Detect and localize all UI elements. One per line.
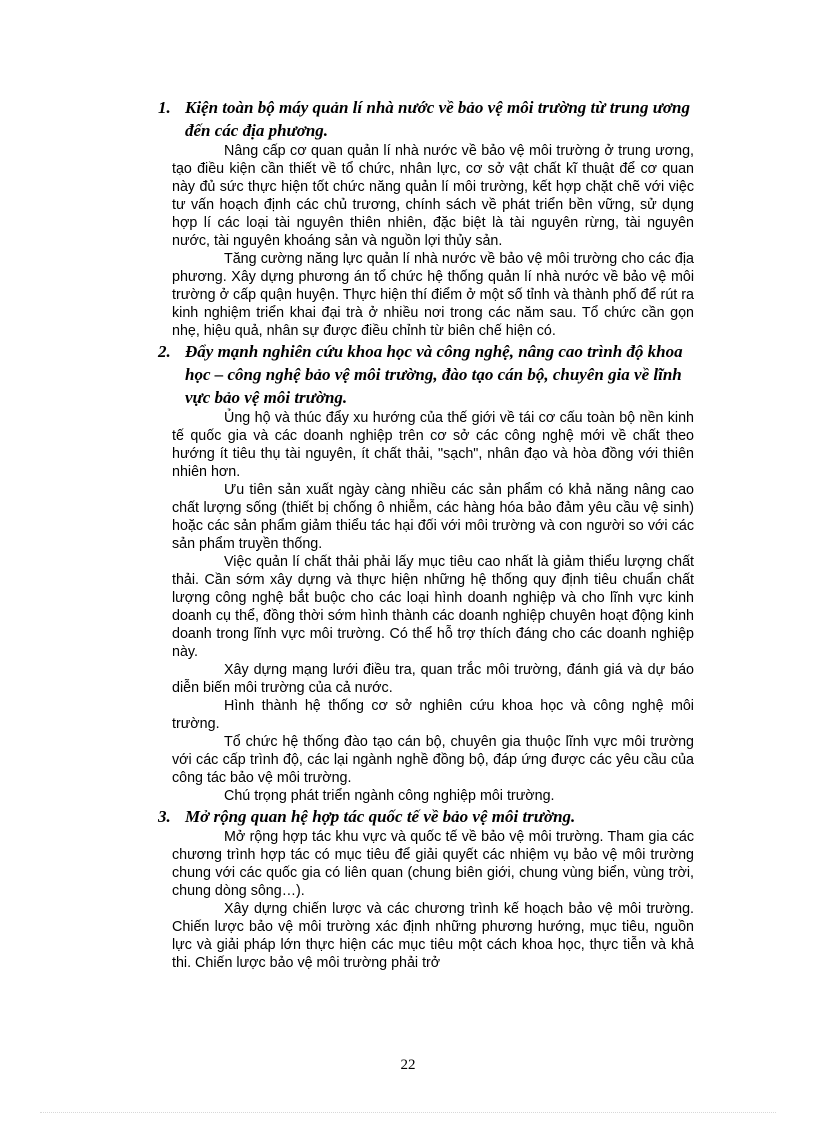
page-bottom-divider	[40, 1112, 776, 1113]
paragraph: Tổ chức hệ thống đào tạo cán bộ, chuyên gia thuộc lĩnh vực môi trường với các cấp trình độ, các lại ngành nghề đồng bộ, đáp ứng được các yêu cầu của công tác bảo vệ môi trường.	[172, 734, 694, 786]
paragraph: Xây dựng chiến lược và các chương trình kế hoạch bảo vệ môi trường. Chiến lược bảo vệ môi trường xác định những phương hướng, mục tiêu, nguồn lực và giải pháp lớn thực hiện các mục tiêu một cách khoa học, thực tiễn và khả thi. Chiến lược bảo vệ môi trường phải trở	[172, 901, 694, 971]
section-number: 2.	[158, 342, 171, 361]
section-number: 3.	[158, 807, 171, 826]
section-title: Đẩy mạnh nghiên cứu khoa học và công nghệ, nâng cao trình độ khoa học – công nghệ bảo vệ môi trường, đào tạo cán bộ, chuyên gia về lĩnh vực bảo vệ môi trường.	[185, 342, 683, 407]
section-3-heading	[158, 805, 694, 828]
paragraph: Xây dựng mạng lưới điều tra, quan trắc môi trường, đánh giá và dự báo diễn biến môi trường của cả nước.	[172, 662, 694, 696]
paragraph: Việc quản lí chất thải phải lấy mục tiêu cao nhất là giảm thiểu lượng chất thải. Cần sớm xây dựng và thực hiện những hệ thống quy định tiêu chuẩn chất lượng công nghệ bắt buộc cho các loại hình doanh nghiệp và cho lĩnh vực kinh doanh cụ thể, đồng thời sớm hình thành các doanh nghiệp chuyên hoạt động kinh doanh trong lĩnh vực môi trường. Có thể hỗ trợ thích đáng cho các doanh nghiệp này.	[172, 554, 694, 660]
paragraph: Mở rộng hợp tác khu vực và quốc tế về bảo vệ môi trường. Tham gia các chương trình hợp tác có mục tiêu để giải quyết các nhiệm vụ bảo vệ môi trường chung với các quốc gia có liên quan (chung biên giới, chung vùng biển, vùng trời, chung dòng sông…).	[172, 829, 694, 899]
section-title: Kiện toàn bộ máy quản lí nhà nước về bảo vệ môi trường từ trung ương đến các địa phương.	[185, 98, 690, 140]
paragraph: Ủng hộ và thúc đẩy xu hướng của thế giới về tái cơ cấu toàn bộ nền kinh tế quốc gia và các doanh nghiệp trên cơ sở các công nghệ mới về chất theo hướng ít tiêu thụ tài nguyên, ít chất thải, "sạch", nhân đạo và hòa đồng với thiên nhiên hơn.	[172, 410, 694, 480]
section-1-heading	[158, 96, 694, 142]
page-number: 22	[400, 1057, 416, 1073]
page-content	[158, 96, 694, 972]
paragraph: Hình thành hệ thống cơ sở nghiên cứu khoa học và công nghệ môi trường.	[172, 698, 694, 732]
section-number: 1.	[158, 98, 171, 117]
paragraph: Tăng cường năng lực quản lí nhà nước về bảo vệ môi trường cho các địa phương. Xây dựng phương án tổ chức hệ thống quản lí nhà nước về bảo vệ môi trường ở cấp quận huyện. Thực hiện thí điểm ở một số tỉnh và thành phố để rút ra kinh nghiệm triển khai đại trà ở nhiều nơi trong các năm sau. Tổ chức cần gọn nhẹ, hiệu quả, nhân sự được điều chỉnh từ biên chế hiện có.	[172, 251, 694, 339]
section-title: Mở rộng quan hệ hợp tác quốc tế về bảo vệ môi trường.	[185, 807, 576, 826]
paragraph: Chú trọng phát triển ngành công nghiệp môi trường.	[224, 788, 555, 804]
section-2-heading	[158, 340, 694, 409]
paragraph: Ưu tiên sản xuất ngày càng nhiều các sản phẩm có khả năng nâng cao chất lượng sống (thiết bị chống ô nhiễm, các hàng hóa bảo đảm yêu cầu vệ sinh) hoặc các sản phẩm giảm thiểu tác hại đối với môi trường và con người so với các sản phẩm truyền thống.	[172, 482, 694, 552]
paragraph: Nâng cấp cơ quan quản lí nhà nước về bảo vệ môi trường ở trung ương, tạo điều kiện cần thiết về tổ chức, nhân lực, cơ sở vật chất kĩ thuật để cơ quan này đủ sức thực hiện tốt chức năng quản lí môi trường, kết hợp chặt chẽ với việc tư vấn hoạch định các chủ trương, chính sách về phát triển bền vững, sử dụng hợp lí các loại tài nguyên thiên nhiên, đặc biệt là tài nguyên rừng, tài nguyên nước, tài nguyên khoáng sản và nguồn lợi thủy sản.	[172, 143, 694, 249]
